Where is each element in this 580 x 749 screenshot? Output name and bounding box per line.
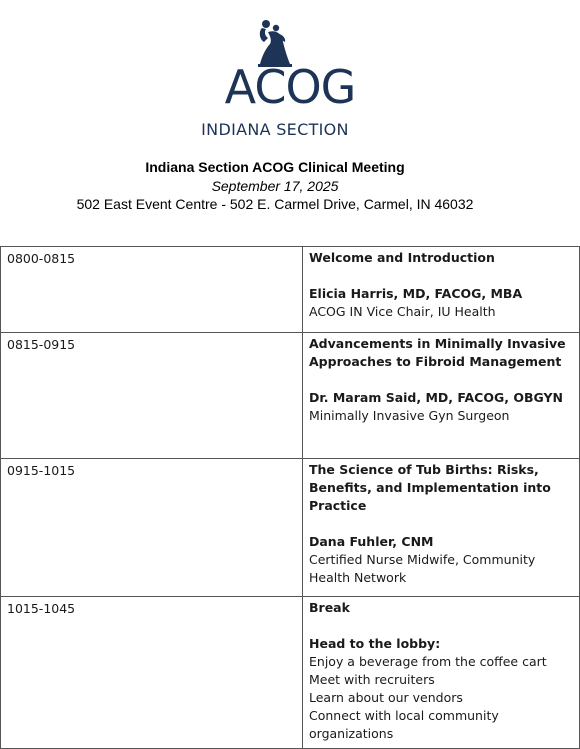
spacer [309, 617, 573, 635]
session-time: 0815-0915 [1, 333, 303, 459]
session-speaker: Dr. Maram Said, MD, FACOG, OBGYN [309, 390, 563, 405]
meeting-date: September 17, 2025 [211, 178, 339, 194]
schedule-row [1, 597, 580, 749]
session-details [303, 459, 580, 597]
meeting-title: Indiana Section ACOG Clinical Meeting [145, 159, 405, 175]
session-title: Advancements in Minimally Invasive [309, 336, 566, 351]
session-role-line: Certified Nurse Midwife, Community [309, 552, 536, 567]
session-role-line: Connect with local community [309, 708, 499, 723]
logo-wordmark: ACOG [224, 60, 356, 114]
session-title: Break [309, 600, 350, 615]
schedule-row [1, 459, 580, 597]
session-time: 0915-1015 [1, 459, 303, 597]
meeting-venue: 502 East Event Centre - 502 E. Carmel Drive, Carmel, IN 46032 [76, 196, 474, 212]
session-details [303, 333, 580, 459]
session-role-line: organizations [309, 726, 394, 741]
session-details [303, 597, 580, 749]
session-speaker: Head to the lobby: [309, 636, 441, 651]
session-title: Welcome and Introduction [309, 250, 495, 265]
session-time: 0800-0815 [1, 247, 303, 333]
session-role-line: Learn about our vendors [309, 690, 463, 705]
spacer [309, 371, 573, 389]
spacer [309, 515, 573, 533]
session-details [303, 247, 580, 333]
session-title: Approaches to Fibroid Management [309, 354, 562, 369]
schedule-row [1, 247, 580, 333]
session-speaker: Elicia Harris, MD, FACOG, MBA [309, 286, 523, 301]
session-speaker: Dana Fuhler, CNM [309, 534, 434, 549]
schedule-table [0, 246, 580, 749]
session-role-line: ACOG IN Vice Chair, IU Health [309, 304, 496, 319]
session-role-line: Enjoy a beverage from the coffee cart [309, 654, 547, 669]
acog-logo [0, 0, 580, 145]
session-title: The Science of Tub Births: Risks, [309, 462, 539, 477]
spacer [309, 267, 573, 285]
session-role-line: Minimally Invasive Gyn Surgeon [309, 408, 510, 423]
session-role-line: Health Network [309, 570, 407, 585]
session-title: Benefits, and Implementation into [309, 480, 551, 495]
schedule-row [1, 333, 580, 459]
session-role-line: Meet with recruiters [309, 672, 435, 687]
session-title: Practice [309, 498, 367, 513]
logo-section-name: INDIANA SECTION [201, 120, 349, 139]
session-time: 1015-1045 [1, 597, 303, 749]
